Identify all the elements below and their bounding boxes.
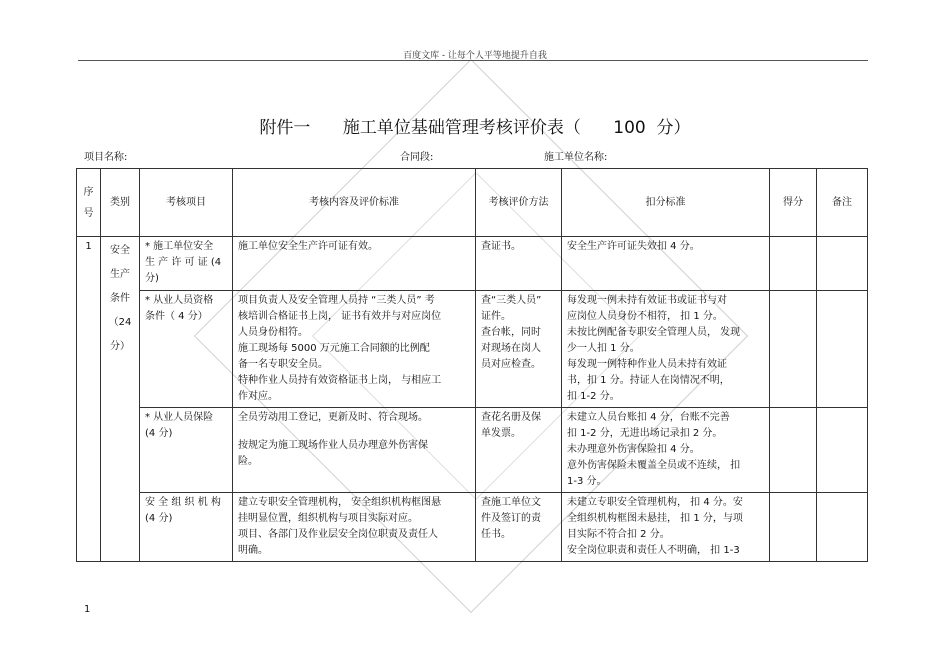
header-score: 得分: [770, 169, 817, 237]
note-cell[interactable]: [817, 237, 868, 291]
group-seq-cell: 1: [77, 237, 101, 562]
method-cell: 查施工单位文 件及签订的责 任书。: [476, 493, 562, 562]
assessment-table: [76, 168, 868, 562]
group-category-cell: [101, 237, 140, 562]
header-note: 备注: [817, 169, 868, 237]
construction-unit-label: 施工单位名称:: [544, 152, 608, 163]
header-seq-line2: 号: [83, 207, 94, 219]
deduction-cell: 未建立人员台账扣 4 分，台账不完善 扣 1-2 分，无进出场记录扣 2 分。 未办理意外伤害保险扣 4 分。 意外伤害保险未覆盖全员或不连续， 扣 1-3 分。: [562, 408, 770, 493]
note-cell[interactable]: [817, 291, 868, 408]
method-cell: 查“三类人员” 证件。 查台帐，同时 对现场在岗人 员对应检查。: [476, 291, 562, 408]
table-row: [77, 237, 868, 291]
deduction-cell: 未建立专职安全管理机构， 扣 4 分。安 全组织机构框图未悬挂， 扣 1 分，与项 目实际不符合扣 2 分。 安全岗位职责和责任人不明确， 扣 1-3: [562, 493, 770, 562]
note-cell[interactable]: [817, 408, 868, 493]
note-cell[interactable]: [817, 493, 868, 562]
header-method: 考核评价方法: [476, 169, 562, 237]
table-row: [77, 408, 868, 493]
table-header-row: [77, 169, 868, 237]
page-number: 1: [84, 604, 91, 615]
item-cell: * 从业人员保险 (4 分): [140, 408, 233, 493]
score-cell[interactable]: [770, 237, 817, 291]
method-cell: 查证书。: [476, 237, 562, 291]
header-content: 考核内容及评价标准: [233, 169, 476, 237]
category-line: 生产: [110, 269, 130, 280]
content-cell: 全员劳动用工登记，更新及时、符合现场。 按规定为施工现场作业人员办理意外伤害保 险。: [233, 408, 476, 493]
category-line: 条件: [110, 293, 130, 304]
header-rule: [78, 60, 868, 61]
content-cell: 建立专职安全管理机构， 安全组织机构框图悬 挂明显位置，组织机构与项目实际对应。 项目、各部门及作业层安全岗位职责及责任人 明确。: [233, 493, 476, 562]
category-line: 分）: [110, 341, 130, 352]
item-cell: 安 全 组 织 机 构 (4 分): [140, 493, 233, 562]
deduction-cell: 安全生产许可证失效扣 4 分。: [562, 237, 770, 291]
deduction-cell: 每发现一例未持有效证书或证书与对 应岗位人员身份不相符， 扣 1 分。 未按比例配备专职安全管理人员， 发现 少一人扣 1 分。 每发现一例特种作业人员未持有效证 书，扣 1 分。持证人在岗情况不明， 扣 1-2 分。: [562, 291, 770, 408]
score-cell[interactable]: [770, 408, 817, 493]
contract-section-label: 合同段:: [400, 152, 434, 163]
header-deduction: 扣分标准: [562, 169, 770, 237]
item-cell: * 从业人员资格 条件（ 4 分）: [140, 291, 233, 408]
header-seq: [77, 169, 101, 237]
content-cell: 施工单位安全生产许可证有效。: [233, 237, 476, 291]
page-header-text: 百度文库 - 让每个人平等地提升自我: [403, 51, 547, 61]
document-title: 附件一 施工单位基础管理考核评价表（ 100 分）: [259, 118, 691, 138]
score-cell[interactable]: [770, 493, 817, 562]
table-row: [77, 291, 868, 408]
project-name-label: 项目名称:: [84, 152, 128, 163]
header-category: 类别: [101, 169, 140, 237]
table-row: [77, 493, 868, 562]
score-cell[interactable]: [770, 291, 817, 408]
item-cell: * 施工单位安全 生 产 许 可 证 (4 分): [140, 237, 233, 291]
category-line: 安全: [110, 245, 130, 256]
category-line: （24: [108, 317, 132, 328]
header-item: 考核项目: [140, 169, 233, 237]
method-cell: 查花名册及保 单发票。: [476, 408, 562, 493]
header-seq-line1: 序: [83, 186, 94, 198]
content-cell: 项目负责人及安全管理人员持 “三类人员” 考 核培训合格证书上岗， 证书有效并与对应岗位 人员身份相符。 施工现场每 5000 万元施工合同额的比例配 备一名专职安全员。 特种作业人员持有效资格证书上岗， 与相应工 作对应。: [233, 291, 476, 408]
